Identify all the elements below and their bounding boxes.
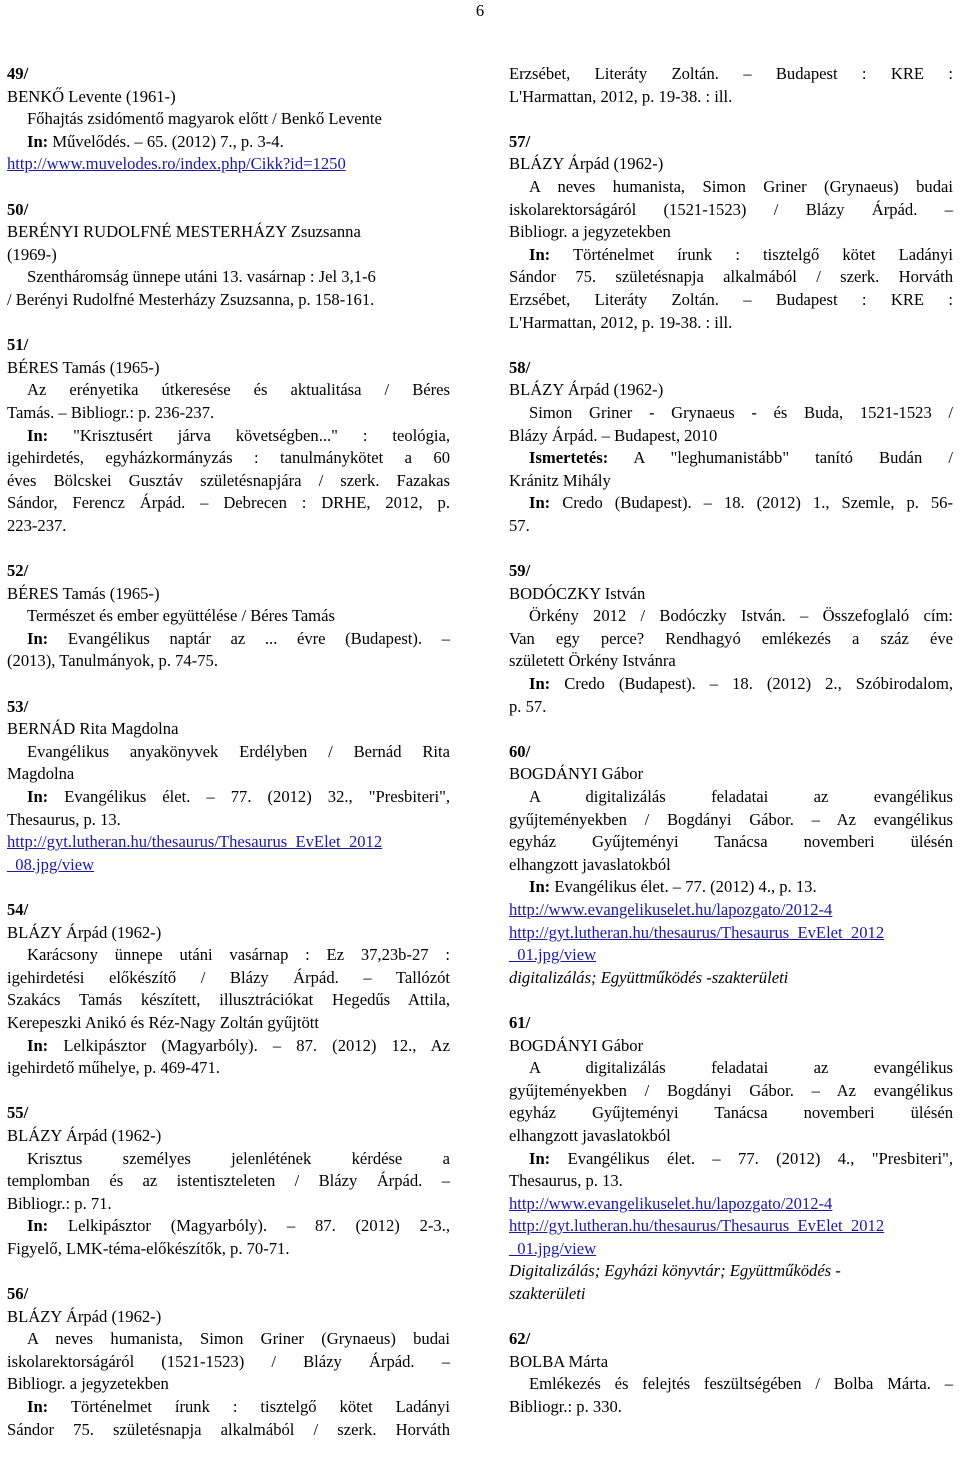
line-text: éves Bölcskei Gusztáv születésnapjára / szerk. Fazakas <box>7 470 450 490</box>
line-text: Természet és ember együttélése / Béres Tamás <box>27 606 335 626</box>
line-text: L'Harmattan, 2012, p. 19-38. : ill. <box>509 312 733 332</box>
source-label: In: <box>529 493 551 513</box>
entry-number: 60/ <box>509 741 531 761</box>
line-text: Bibliogr.: p. 330. <box>509 1397 622 1417</box>
entry-line <box>7 1035 450 1058</box>
line-text: Művelődés. – 65. (2012) 7., p. 3-4. <box>48 131 284 151</box>
entry-line <box>7 605 450 628</box>
line-text: / Berényi Rudolfné Mesterházy Zsuzsanna, p. 158-161. <box>7 289 375 309</box>
source-label: In: <box>27 787 49 806</box>
source-label: In: <box>529 1148 551 1168</box>
bibliography-entry <box>7 63 450 176</box>
bibliography-entry <box>7 334 450 537</box>
entry-line <box>7 1396 450 1419</box>
entry-line <box>509 470 953 493</box>
line-text: Bibliogr. a jegyzetekben <box>7 1374 169 1394</box>
line-text: L'Harmattan, 2012, p. 19-38. : ill. <box>509 86 733 106</box>
entry-line <box>7 718 450 741</box>
entry-line <box>7 628 450 651</box>
line-text: Evangélikus élet. – 77. (2012) 32., "Presbiteri", <box>48 787 450 806</box>
entry-line <box>509 492 953 515</box>
entry-line <box>7 1238 450 1261</box>
line-text: született Örkény Istvánra <box>509 651 676 671</box>
entry-line <box>509 1102 953 1125</box>
source-label: In: <box>27 1397 49 1417</box>
entry-line <box>509 605 953 628</box>
entry-line <box>509 266 953 289</box>
entry-line <box>509 447 953 470</box>
line-text: BLÁZY Árpád (1962-) <box>7 922 162 942</box>
entry-line <box>7 1328 450 1351</box>
bibliography-entry <box>509 1012 953 1306</box>
line-text: Simon Griner - Grynaeus - és Buda, 1521-1523 / <box>529 402 953 422</box>
entry-link[interactable] <box>509 1193 953 1216</box>
entry-line <box>7 357 450 380</box>
url-text[interactable]: http://gyt.lutheran.hu/thesaurus/Thesaurus_EvElet_2012 <box>7 832 383 852</box>
entry-link[interactable] <box>509 1215 953 1238</box>
entry-number: 56/ <box>7 1284 29 1304</box>
entry-line <box>7 515 450 538</box>
entry-line <box>509 696 953 719</box>
entry-number: 54/ <box>7 899 29 919</box>
entry-line <box>7 1306 450 1329</box>
entry-line <box>509 153 953 176</box>
entry-link[interactable] <box>509 922 953 945</box>
entry-line <box>509 1080 953 1103</box>
line-text: Thesaurus, p. 13. <box>509 1171 623 1191</box>
entry-line <box>7 470 450 493</box>
bibliography-entry <box>7 199 450 312</box>
entry-number: 59/ <box>509 561 531 581</box>
entry-line <box>509 379 953 402</box>
entry-line <box>7 221 450 244</box>
line-text: Tamás. – Bibliogr.: p. 236-237. <box>7 402 215 422</box>
line-text: szakterületi <box>509 1284 586 1304</box>
line-text: templomban és az istentiszteleten / Blázy Árpád. – <box>7 1171 450 1191</box>
entry-line <box>7 1215 450 1238</box>
line-text: Kerepeszki Anikó és Réz-Nagy Zoltán gyűjtött <box>7 1012 319 1032</box>
line-text: Történelmet írunk : tisztelgő kötet Ladányi <box>48 1397 450 1417</box>
line-text: BLÁZY Árpád (1962-) <box>7 1306 162 1326</box>
line-text: p. 57. <box>509 696 547 716</box>
source-label: In: <box>27 425 49 445</box>
entry-line <box>7 1170 450 1193</box>
line-text: Történelmet írunk : tisztelgő kötet Ladányi <box>550 244 953 264</box>
line-text: Sándor, Ferencz Árpád. – Debrecen : DRHE, 2012, p. <box>7 493 450 513</box>
line-text: Erzsébet, Literáty Zoltán. – Budapest : KRE : <box>509 289 953 309</box>
entry-line <box>7 967 450 990</box>
source-label: In: <box>27 1035 49 1055</box>
entry-line <box>509 1057 953 1080</box>
line-text: Erzsébet, Literáty Zoltán. – Budapest : KRE : <box>509 64 953 83</box>
entry-number: 52/ <box>7 561 29 581</box>
entry-line <box>509 628 953 651</box>
left-column <box>7 63 450 1464</box>
entry-link[interactable] <box>7 153 450 176</box>
entry-number: 58/ <box>509 357 531 377</box>
bibliography-entry <box>7 696 450 877</box>
line-text: 57. <box>509 515 530 535</box>
entry-line <box>509 1373 953 1396</box>
entry-line <box>509 402 953 425</box>
line-text: BOGDÁNYI Gábor <box>509 764 644 784</box>
entry-line <box>7 244 450 267</box>
line-text: BÉRES Tamás (1965-) <box>7 357 160 377</box>
line-text: Lelkipásztor (Magyarbóly). – 87. (2012) 12., Az <box>48 1035 450 1055</box>
line-text: Kránitz Mihály <box>509 470 611 490</box>
line-text: (2013), Tanulmányok, p. 74-75. <box>7 651 218 671</box>
line-text: elhangzott javaslatokból <box>509 854 671 874</box>
entry-number: 61/ <box>509 1012 531 1032</box>
entry-line <box>7 741 450 764</box>
entry-line <box>7 1419 450 1442</box>
line-text: A neves humanista, Simon Griner (Grynaeus) budai <box>27 1329 450 1349</box>
entry-line <box>7 1373 450 1396</box>
line-text: Sándor 75. születésnapja alkalmából / szerk. Horváth <box>7 1419 450 1439</box>
entry-line <box>509 1283 953 1306</box>
line-text: BODÓCZKY István <box>509 583 646 603</box>
entry-line <box>7 1125 450 1148</box>
line-text: egyház Gyűjteményi Tanácsa novemberi ülésén <box>509 1103 953 1123</box>
line-text: A digitalizálás feladatai az evangélikus <box>529 787 953 806</box>
entry-link[interactable] <box>509 1238 953 1261</box>
line-text: A "leghumanistább" tanító Budán / <box>608 448 953 468</box>
entry-number: 51/ <box>7 335 29 355</box>
entry-line <box>7 763 450 786</box>
line-text: Credo (Budapest). – 18. (2012) 1., Szemle, p. 56- <box>550 493 953 513</box>
entry-line <box>509 673 953 696</box>
bibliography-entry <box>509 63 953 108</box>
line-text: Magdolna <box>7 764 75 784</box>
entry-line <box>509 1170 953 1193</box>
line-text: BLÁZY Árpád (1962-) <box>7 1125 162 1145</box>
line-text: A digitalizálás feladatai az evangélikus <box>529 1058 953 1078</box>
entry-line <box>7 1148 450 1171</box>
line-text: BENKŐ Levente (1961-) <box>7 86 176 106</box>
entry-line <box>7 379 450 402</box>
line-text: igehirdető műhelye, p. 469-471. <box>7 1058 220 1078</box>
entry-number: 53/ <box>7 696 29 716</box>
line-text: igehirdetési előkészítő / Blázy Árpád. – Tallózót <box>7 967 450 987</box>
line-text: Lelkipásztor (Magyarbóly). – 87. (2012) 2-3., <box>48 1216 450 1236</box>
entry-line <box>509 1260 953 1283</box>
entry-line <box>7 447 450 470</box>
url-text[interactable]: http://www.evangelikuselet.hu/lapozgato/2012-4 <box>509 899 833 919</box>
entry-line <box>7 131 450 154</box>
page-number: 6 <box>475 1 485 20</box>
entry-line <box>509 1148 953 1171</box>
entry-line <box>7 989 450 1012</box>
entry-line <box>7 922 450 945</box>
source-label: Ismertetés: <box>529 448 609 468</box>
line-text: "Krisztusért járva követségben..." : teológia, <box>48 425 450 445</box>
url-text[interactable]: http://www.evangelikuselet.hu/lapozgato/2012-4 <box>509 1193 833 1213</box>
entry-line <box>509 583 953 606</box>
source-label: In: <box>529 674 551 694</box>
line-text: Blázy Árpád. – Budapest, 2010 <box>509 425 718 445</box>
line-text: BERÉNYI RUDOLFNÉ MESTERHÁZY Zsuzsanna <box>7 222 361 242</box>
entry-line <box>509 63 953 86</box>
entry-number: 50/ <box>7 199 29 219</box>
entry-line <box>7 108 450 131</box>
entry-line <box>509 1035 953 1058</box>
line-text: Szentháromság ünnepe utáni 13. vasárnap : Jel 3,1-6 <box>27 267 376 287</box>
bibliography-entry <box>7 1102 450 1260</box>
bibliography-entry <box>7 560 450 673</box>
line-text: Örkény 2012 / Bodóczky István. – Összefoglaló cím: <box>529 606 953 626</box>
entry-link[interactable] <box>7 854 450 877</box>
line-text: Szakács Tamás készített, illusztrációkat Hegedűs Attila, <box>7 990 450 1010</box>
source-label: In: <box>529 244 551 264</box>
url-text[interactable]: http://gyt.lutheran.hu/thesaurus/Thesaurus_EvElet_2012 <box>509 1216 885 1236</box>
line-text: Van egy perce? Rendhagyó emlékezés a száz éve <box>509 628 953 648</box>
line-text: Bibliogr.: p. 71. <box>7 1193 112 1213</box>
line-text: digitalizálás; Együttműködés -szakterületi <box>509 967 789 987</box>
entry-line <box>509 650 953 673</box>
entry-line <box>509 515 953 538</box>
entry-line <box>509 876 953 899</box>
entry-line <box>509 199 953 222</box>
entry-line <box>509 786 953 809</box>
entry-line <box>7 1193 450 1216</box>
line-text: Az erényetika útkeresése és aktualitása / Béres <box>27 380 450 400</box>
url-text[interactable]: _08.jpg/view <box>7 854 95 874</box>
entry-line <box>509 221 953 244</box>
entry-line <box>509 244 953 267</box>
entry-line <box>509 425 953 448</box>
line-text: Figyelő, LMK-téma-előkészítők, p. 70-71. <box>7 1238 290 1258</box>
url-text[interactable]: http://gyt.lutheran.hu/thesaurus/Thesaurus_EvElet_2012 <box>509 922 885 942</box>
line-text: egyház Gyűjteményi Tanácsa novemberi ülésén <box>509 832 953 852</box>
line-text: Főhajtás zsidómentő magyarok előtt / Benkő Levente <box>27 109 382 129</box>
line-text: Digitalizálás; Egyházi könyvtár; Együttműködés - <box>509 1261 841 1281</box>
line-text: gyűjteményekben / Bogdányi Gábor. – Az evangélikus <box>509 1080 953 1100</box>
line-text: elhangzott javaslatokból <box>509 1125 671 1145</box>
line-text: 223-237. <box>7 515 67 535</box>
entry-number: 57/ <box>509 131 531 151</box>
entry-line <box>509 809 953 832</box>
entry-number: 49/ <box>7 64 29 83</box>
entry-line <box>509 1351 953 1374</box>
entry-line <box>7 86 450 109</box>
bibliography-entry <box>509 357 953 538</box>
line-text: iskolarektorságáról (1521-1523) / Blázy Árpád. – <box>7 1351 450 1371</box>
line-text: BLÁZY Árpád (1962-) <box>509 380 664 400</box>
source-label: In: <box>27 628 49 648</box>
entry-link[interactable] <box>7 831 450 854</box>
entry-line <box>7 809 450 832</box>
line-text: (1969-) <box>7 244 57 264</box>
bibliography-entry <box>509 560 953 718</box>
url-text[interactable]: _01.jpg/view <box>509 945 597 965</box>
bibliography-entry <box>7 1283 450 1441</box>
source-label: In: <box>27 131 49 151</box>
right-column <box>509 63 953 1441</box>
line-text: iskolarektorságáról (1521-1523) / Blázy Árpád. – <box>509 199 953 219</box>
entry-link[interactable] <box>509 944 953 967</box>
line-text: Evangélikus élet. – 77. (2012) 4., "Presbiteri", <box>550 1148 953 1168</box>
bibliography-entry <box>509 741 953 990</box>
entry-line <box>509 176 953 199</box>
line-text: BLÁZY Árpád (1962-) <box>509 154 664 174</box>
entry-line <box>7 425 450 448</box>
entry-line <box>7 583 450 606</box>
entry-line <box>509 289 953 312</box>
entry-line <box>7 944 450 967</box>
entry-line <box>509 831 953 854</box>
entry-line <box>509 312 953 335</box>
line-text: Bibliogr. a jegyzetekben <box>509 222 671 242</box>
entry-line <box>509 1396 953 1419</box>
bibliography-entry <box>509 1328 953 1418</box>
entry-line <box>7 1057 450 1080</box>
line-text: Krisztus személyes jelenlétének kérdése a <box>27 1148 450 1168</box>
line-text: A neves humanista, Simon Griner (Grynaeus) budai <box>529 176 953 196</box>
entry-line <box>7 402 450 425</box>
entry-line <box>509 763 953 786</box>
line-text: BÉRES Tamás (1965-) <box>7 583 160 603</box>
entry-line <box>7 492 450 515</box>
line-text: Karácsony ünnepe utáni vasárnap : Ez 37,23b-27 : <box>27 945 450 965</box>
entry-line <box>7 289 450 312</box>
entry-line <box>7 1351 450 1374</box>
url-text[interactable]: _01.jpg/view <box>509 1238 597 1258</box>
line-text: Thesaurus, p. 13. <box>7 809 121 829</box>
entry-number: 55/ <box>7 1103 29 1123</box>
entry-line <box>509 86 953 109</box>
bibliography-entry <box>509 131 953 334</box>
line-text: igehirdetés, egyházkormányzás : tanulmánykötet a 60 <box>7 448 450 468</box>
line-text: Emlékezés és felejtés feszültségében / Bolba Márta. – <box>529 1374 953 1394</box>
entry-number: 62/ <box>509 1329 531 1349</box>
entry-line <box>7 650 450 673</box>
line-text: BOLBA Márta <box>509 1351 609 1371</box>
line-text: gyűjteményekben / Bogdányi Gábor. – Az evangélikus <box>509 809 953 829</box>
entry-line <box>509 967 953 990</box>
url-text[interactable]: http://www.muvelodes.ro/index.php/Cikk?id=1250 <box>7 154 346 174</box>
line-text: Credo (Budapest). – 18. (2012) 2., Szóbirodalom, <box>550 674 953 694</box>
line-text: Sándor 75. születésnapja alkalmából / szerk. Horváth <box>509 267 953 287</box>
entry-line <box>7 786 450 809</box>
line-text: Evangélikus anyakönyvek Erdélyben / Bernád Rita <box>27 741 450 761</box>
entry-line <box>7 1012 450 1035</box>
line-text: Evangélikus naptár az ... évre (Budapest). – <box>48 628 450 648</box>
entry-line <box>509 1125 953 1148</box>
line-text: BOGDÁNYI Gábor <box>509 1035 644 1055</box>
entry-link[interactable] <box>509 899 953 922</box>
entry-line <box>509 854 953 877</box>
line-text: BERNÁD Rita Magdolna <box>7 719 179 739</box>
source-label: In: <box>27 1216 49 1236</box>
entry-line <box>7 266 450 289</box>
source-label: In: <box>529 877 551 897</box>
line-text: Evangélikus élet. – 77. (2012) 4., p. 13. <box>550 877 817 897</box>
bibliography-entry <box>7 899 450 1080</box>
